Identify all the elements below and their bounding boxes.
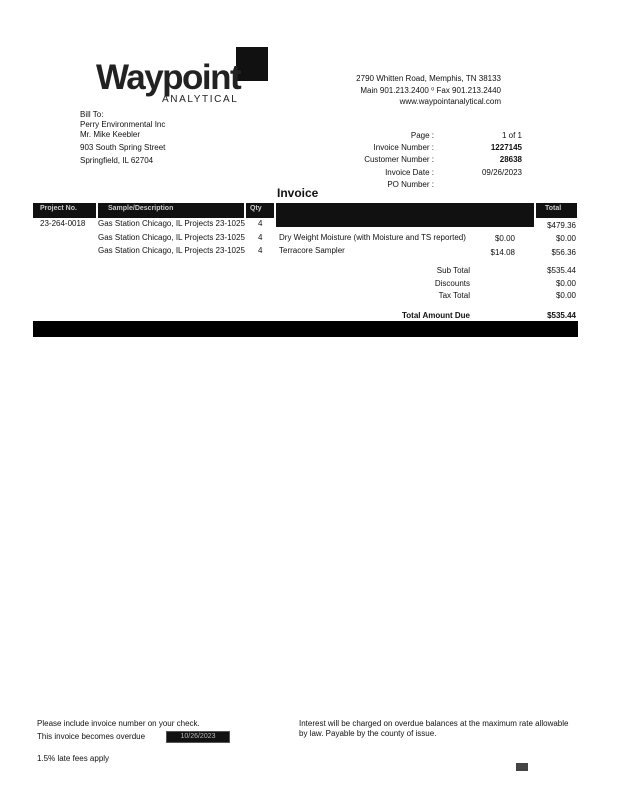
page-label: Page : [410, 131, 434, 140]
row2-qty: 4 [258, 233, 263, 242]
header-qty: Qty [250, 205, 262, 212]
row3-item: Terracore Sampler [279, 246, 345, 255]
row2-price: $0.00 [494, 234, 515, 243]
subtotal-value: $535.44 [547, 266, 576, 275]
row3-description: Gas Station Chicago, IL Projects 23-1025 [98, 246, 245, 255]
header-project: Project No. [40, 205, 77, 212]
invoice-number-label: Invoice Number : [373, 143, 434, 152]
invoice-number-value: 1227145 [490, 143, 522, 152]
header-cell-item-redacted [276, 203, 534, 227]
bill-to-company: Perry Environmental Inc [80, 120, 166, 129]
row3-price: $14.08 [490, 248, 515, 257]
bill-to-contact: Mr. Mike Keebler [80, 130, 141, 139]
invoice-title: Invoice [277, 186, 319, 200]
company-logo-word: Waypoint [96, 58, 241, 97]
header-total: Total [545, 205, 562, 212]
invoice-date-value: 09/26/2023 [481, 168, 522, 177]
company-phone: Main 901.213.2400 ⁰ Fax 901.213.2440 [360, 86, 501, 95]
company-website[interactable]: www.waypointanalytical.com [399, 97, 501, 106]
company-address: 2790 Whitten Road, Memphis, TN 38133 [356, 74, 501, 83]
row1-total: $479.36 [547, 221, 576, 230]
row1-qty: 4 [258, 219, 263, 228]
bill-to-street: 903 South Spring Street [80, 143, 166, 152]
row3-total: $56.36 [551, 248, 576, 257]
total-due-value: $535.44 [547, 311, 576, 320]
customer-number-label: Customer Number : [364, 155, 434, 164]
po-number-label: PO Number : [387, 180, 434, 189]
tax-label: Tax Total [438, 291, 470, 300]
discounts-value: $0.00 [555, 279, 576, 288]
include-invoice-note: Please include invoice number on your check. [37, 719, 200, 728]
late-fees-note: 1.5% late fees apply [37, 754, 110, 763]
subtotal-label: Sub Total [436, 266, 470, 275]
bill-to-label: Bill To: [80, 110, 104, 119]
logo-mark [236, 47, 268, 81]
interest-note-1: Interest will be charged on overdue balances at the maximum rate allowable [299, 719, 569, 728]
tax-value: $0.00 [555, 291, 576, 300]
bill-to-city: Springfield, IL 62704 [80, 156, 154, 165]
row2-total: $0.00 [555, 234, 576, 243]
discounts-label: Discounts [434, 279, 470, 288]
overdue-date-stamp: 10/26/2023 [166, 731, 230, 743]
row3-qty: 4 [258, 246, 263, 255]
row2-item: Dry Weight Moisture (with Moisture and TS reported) [279, 233, 466, 242]
row1-project: 23-264-0018 [40, 219, 86, 228]
interest-note-2: by law. Payable by the county of issue. [299, 729, 437, 738]
row2-description: Gas Station Chicago, IL Projects 23-1025 [98, 233, 245, 242]
page-value: 1 of 1 [501, 131, 522, 140]
table-footer-bar [33, 321, 578, 337]
page-marker [516, 763, 528, 771]
invoice-date-label: Invoice Date : [385, 168, 434, 177]
header-description: Sample/Description [108, 205, 174, 212]
row1-description: Gas Station Chicago, IL Projects 23-1025 [98, 219, 245, 228]
total-due-label: Total Amount Due [402, 311, 470, 320]
company-logo-sub: ANALYTICAL [162, 94, 239, 105]
customer-number-value: 28638 [499, 155, 522, 164]
overdue-note: This invoice becomes overdue [37, 732, 146, 741]
